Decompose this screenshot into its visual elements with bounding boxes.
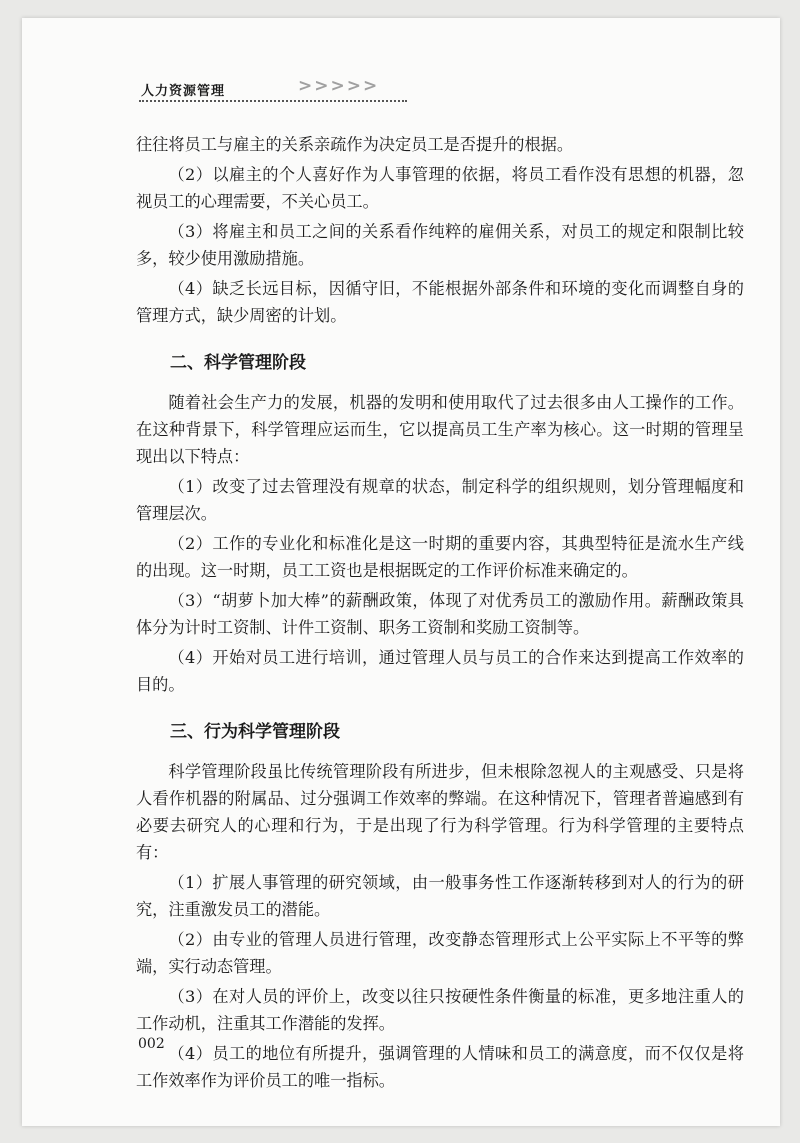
book-page	[22, 18, 780, 1126]
list-item: （2）由专业的管理人员进行管理，改变静态管理形式上公平实际上不平等的弊端，实行动态管理。	[136, 930, 744, 976]
list-item: （4）员工的地位有所提升，强调管理的人情味和员工的满意度，而不仅仅是将工作效率作为评价员工的唯一指标。	[136, 1044, 744, 1090]
section-heading: 二、科学管理阶段	[170, 353, 306, 373]
list-item: （2）以雇主的个人喜好作为人事管理的依据，将员工看作没有思想的机器，忽视员工的心理需要，不关心员工。	[136, 165, 744, 211]
list-item: （3）将雇主和员工之间的关系看作纯粹的雇佣关系，对员工的规定和限制比较多，较少使用激励措施。	[136, 222, 744, 268]
paragraph: 随着社会生产力的发展，机器的发明和使用取代了过去很多由人工操作的工作。在这种背景下，科学管理应运而生，它以提高员工生产率为核心。这一时期的管理呈现出以下特点：	[136, 393, 744, 466]
list-item: （4）缺乏长远目标，因循守旧，不能根据外部条件和环境的变化而调整自身的管理方式，缺少周密的计划。	[136, 279, 744, 325]
list-item: （2）工作的专业化和标准化是这一时期的重要内容，其典型特征是流水生产线的出现。这一时期，员工工资也是根据既定的工作评价标准来确定的。	[136, 534, 744, 580]
page-number: 002	[138, 1036, 165, 1052]
chevron-decoration: >>>>>	[298, 76, 380, 96]
section-heading: 三、行为科学管理阶段	[170, 722, 340, 742]
list-item: （4）开始对员工进行培训，通过管理人员与员工的合作来达到提高工作效率的目的。	[136, 648, 744, 694]
list-item: （1）扩展人事管理的研究领域，由一般事务性工作逐渐转移到对人的行为的研究，注重激发员工的潜能。	[136, 873, 744, 919]
paragraph: 科学管理阶段虽比传统管理阶段有所进步，但未根除忽视人的主观感受、只是将人看作机器的附属品、过分强调工作效率的弊端。在这种情况下，管理者普遍感到有必要去研究人的心理和行为，于是出现了行为科学管理。行为科学管理的主要特点有：	[136, 762, 744, 862]
running-title: 人力资源管理	[141, 84, 226, 99]
list-item: （1）改变了过去管理没有规章的状态，制定科学的组织规则，划分管理幅度和管理层次。	[136, 477, 744, 523]
list-item: （3）“胡萝卜加大棒”的薪酬政策，体现了对优秀员工的激励作用。薪酬政策具体分为计时工资制、计件工资制、职务工资制和奖励工资制等。	[136, 591, 744, 637]
page-body	[136, 131, 744, 1094]
paragraph: 往往将员工与雇主的关系亲疏作为决定员工是否提升的根据。	[136, 135, 574, 154]
header-divider	[139, 100, 407, 102]
list-item: （3）在对人员的评价上，改变以往只按硬性条件衡量的标准，更多地注重人的工作动机，注重其工作潜能的发挥。	[136, 987, 744, 1033]
